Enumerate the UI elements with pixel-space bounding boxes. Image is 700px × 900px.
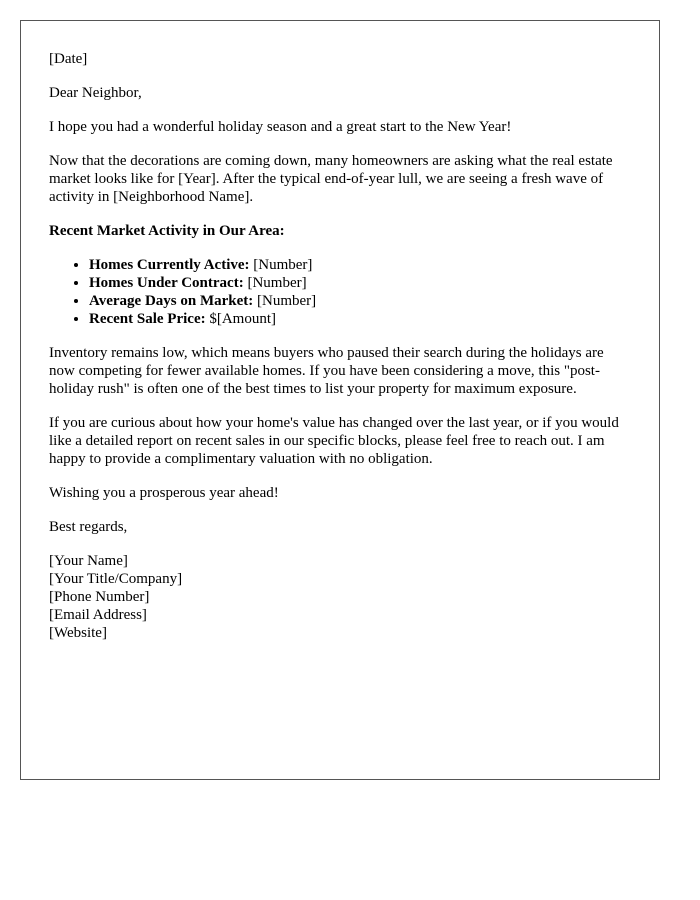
stat-value: [Number]	[253, 257, 313, 273]
intro-paragraph: I hope you had a wonderful holiday season and a great start to the New Year!	[49, 119, 512, 135]
market-stats-list	[49, 256, 631, 328]
stat-recent-sale-price	[89, 310, 631, 328]
stat-label: Homes Currently Active:	[89, 257, 250, 273]
signature-name: [Your Name]	[49, 553, 128, 569]
market-activity-heading: Recent Market Activity in Our Area:	[49, 223, 285, 239]
stat-value: [Number]	[247, 275, 307, 291]
letter-date: [Date]	[49, 51, 88, 67]
signature-title-company: [Your Title/Company]	[49, 571, 183, 587]
valuation-paragraph: If you are curious about how your home's value has changed over the last year, or if you would like a detailed report on recent sales in our specific blocks, please feel free to reach out. I am happy to provide a complimentary valuation with no obligation.	[49, 415, 619, 467]
stat-label: Homes Under Contract:	[89, 275, 244, 291]
stat-homes-under-contract	[89, 274, 631, 292]
letter-closing: Best regards,	[49, 519, 128, 535]
stat-label: Recent Sale Price:	[89, 311, 206, 327]
signature-block	[49, 552, 631, 642]
letter-greeting: Dear Neighbor,	[49, 85, 142, 101]
market-paragraph: Now that the decorations are coming down, many homeowners are asking what the real estate market looks like for [Year]. After the typical end-of-year lull, we are seeing a fresh wave of activity in [Neighborhood Name].	[49, 153, 613, 205]
signature-email: [Email Address]	[49, 607, 147, 623]
letter-document	[20, 20, 660, 780]
signature-phone: [Phone Number]	[49, 589, 150, 605]
stat-value: [Number]	[257, 293, 317, 309]
stat-value: $[Amount]	[209, 311, 277, 327]
signature-website: [Website]	[49, 625, 107, 641]
inventory-paragraph: Inventory remains low, which means buyers who paused their search during the holidays are now competing for fewer available homes. If you have been considering a move, this "post-holiday rush" is often one of the best times to list your property for maximum exposure.	[49, 345, 604, 397]
wishes-paragraph: Wishing you a prosperous year ahead!	[49, 485, 279, 501]
stat-homes-active	[89, 256, 631, 274]
stat-label: Average Days on Market:	[89, 293, 254, 309]
stat-average-days-on-market	[89, 292, 631, 310]
